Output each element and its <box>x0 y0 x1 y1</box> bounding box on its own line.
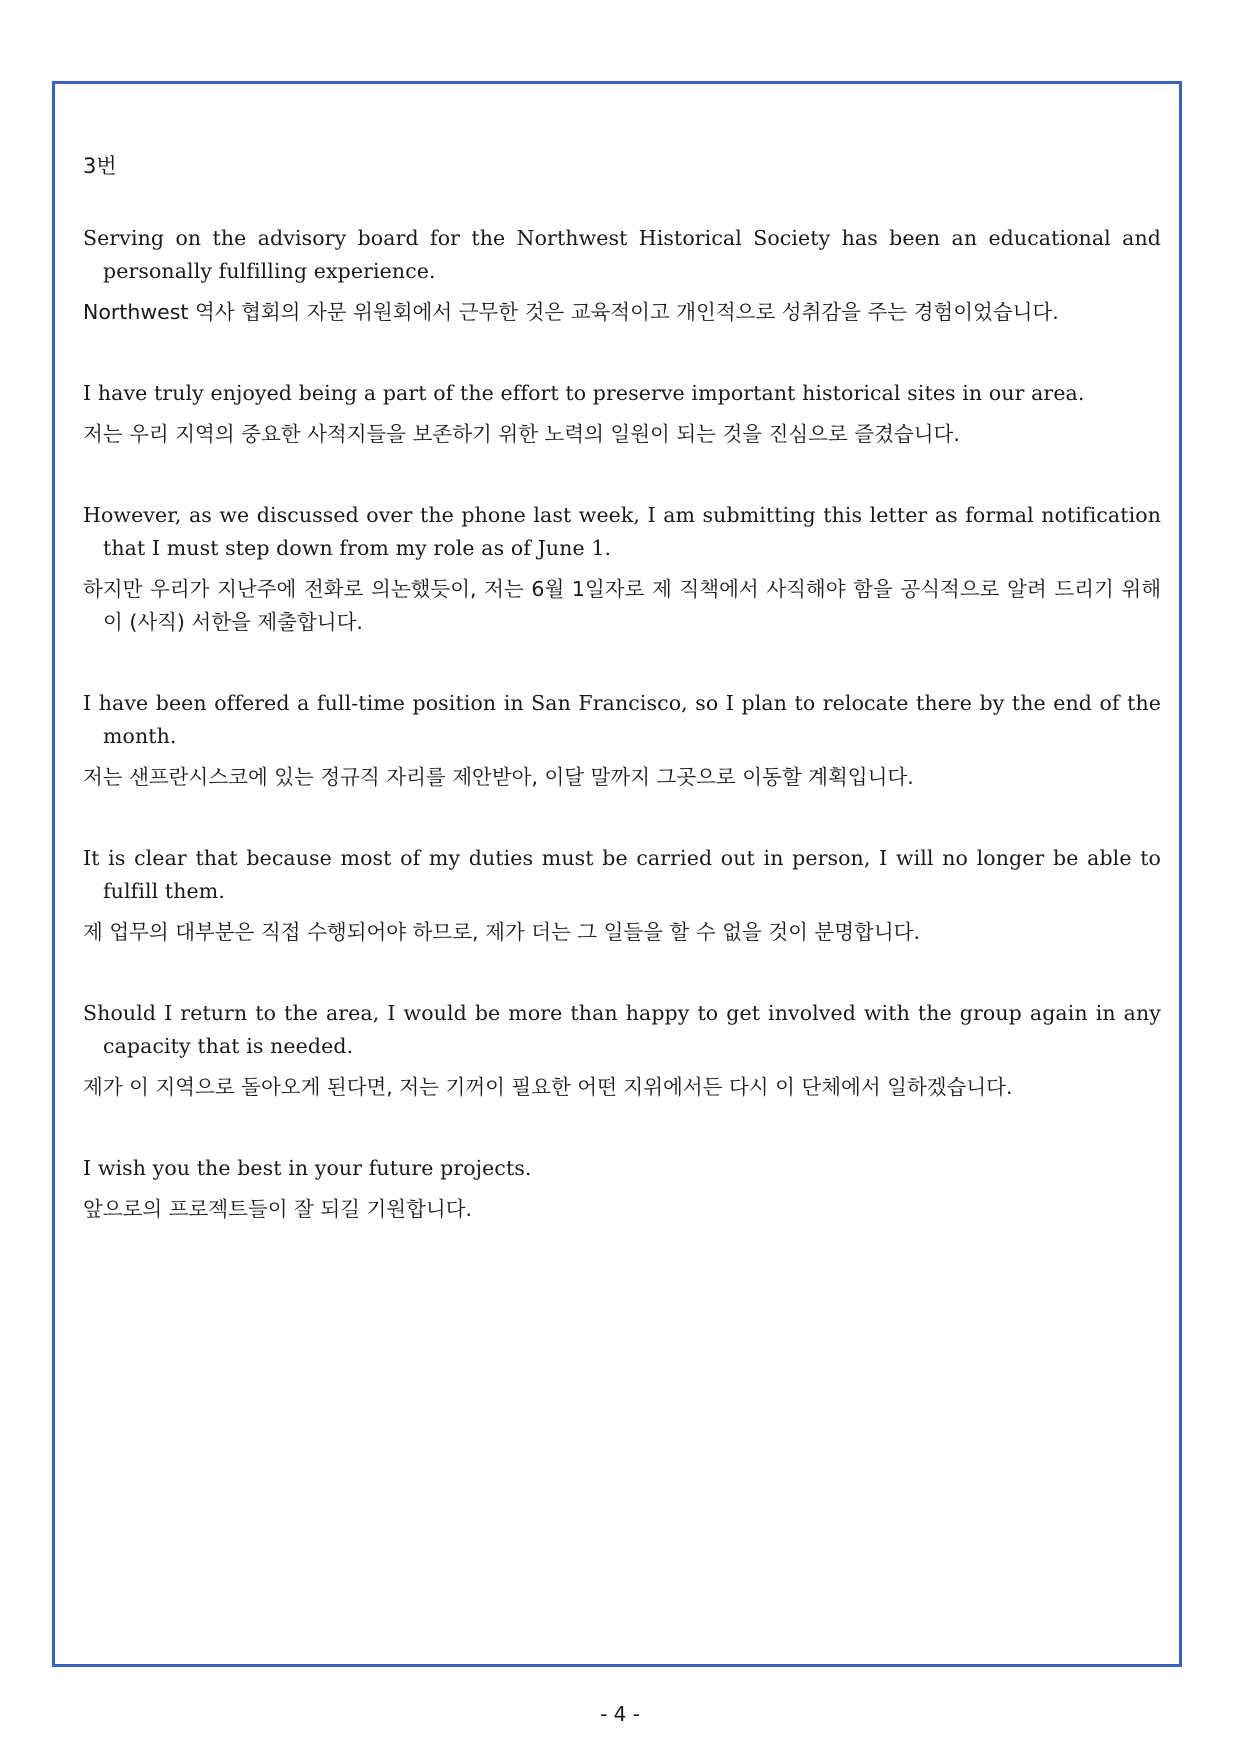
sentence-pair <box>83 687 1161 794</box>
korean-translation: 제가 이 지역으로 돌아오게 된다면, 저는 기꺼이 필요한 어떤 지위에서든 다시 이 단체에서 일하겠습니다. <box>83 1075 1013 1099</box>
sentence-pair <box>83 499 1161 639</box>
sentence-pair <box>83 1152 1161 1226</box>
page-number: - 4 - <box>600 1702 640 1726</box>
english-sentence: However, as we discussed over the phone last week, I am submitting this letter as formal notification that I must step down from my role as of June 1. <box>83 503 1161 560</box>
korean-translation: 앞으로의 프로젝트들이 잘 되길 기원합니다. <box>83 1197 473 1221</box>
sentence-pair <box>83 222 1161 329</box>
korean-translation: 제 업무의 대부분은 직접 수행되어야 하므로, 제가 더는 그 일들을 할 수 없을 것이 분명합니다. <box>83 920 920 944</box>
korean-translation: 저는 샌프란시스코에 있는 정규직 자리를 제안받아, 이달 말까지 그곳으로 이동할 계획입니다. <box>83 765 914 789</box>
korean-translation: 저는 우리 지역의 중요한 사적지들을 보존하기 위한 노력의 일원이 되는 것을 진심으로 즐겼습니다. <box>83 422 960 446</box>
english-sentence: I have been offered a full-time position in San Francisco, so I plan to relocate there by the end of the month. <box>83 691 1161 748</box>
korean-translation: Northwest 역사 협회의 자문 위원회에서 근무한 것은 교육적이고 개인적으로 성취감을 주는 경험이었습니다. <box>83 300 1059 324</box>
english-sentence: Should I return to the area, I would be more than happy to get involved with the group again in any capacity that is needed. <box>83 1001 1161 1058</box>
english-sentence: It is clear that because most of my duties must be carried out in person, I will no longer be able to fulfill them. <box>83 846 1161 903</box>
sentence-pair <box>83 377 1161 451</box>
question-number: 3번 <box>83 154 117 178</box>
english-sentence: I have truly enjoyed being a part of the effort to preserve important historical sites in our area. <box>83 381 1085 405</box>
english-sentence: I wish you the best in your future projects. <box>83 1156 532 1180</box>
document-body <box>83 150 1161 1274</box>
korean-translation: 하지만 우리가 지난주에 전화로 의논했듯이, 저는 6월 1일자로 제 직책에서 사직해야 함을 공식적으로 알려 드리기 위해 이 (사직) 서한을 제출합니다. <box>83 577 1161 634</box>
sentence-pair <box>83 997 1161 1104</box>
english-sentence: Serving on the advisory board for the Northwest Historical Society has been an educational and personally fulfilling experience. <box>83 226 1161 283</box>
sentence-pair <box>83 842 1161 949</box>
